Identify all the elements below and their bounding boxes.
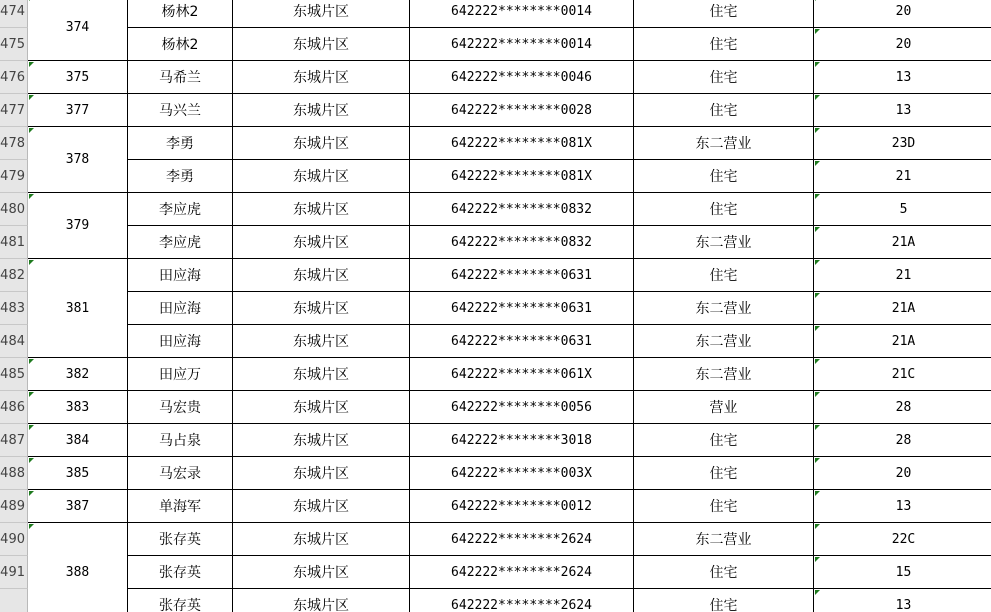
row-header[interactable]: 491 [0,556,28,589]
id-number-cell[interactable]: 642222********2624 [410,523,634,556]
number-as-text-indicator-icon [815,524,820,529]
number-as-text-indicator-icon [815,194,820,199]
row-header[interactable]: 489 [0,490,28,523]
name-cell[interactable]: 田应万 [128,358,233,391]
number-as-text-indicator-icon [29,95,34,100]
district-cell[interactable]: 东城片区 [233,160,410,193]
value-cell[interactable]: 21 [814,160,991,193]
row-header[interactable]: 486 [0,391,28,424]
id-number-cell[interactable]: 642222********003X [410,457,634,490]
id-number-cell[interactable]: 642222********0028 [410,94,634,127]
id-number-cell[interactable]: 642222********2624 [410,589,634,612]
number-as-text-indicator-icon [815,95,820,100]
name-cell[interactable]: 马宏录 [128,457,233,490]
number-as-text-indicator-icon [815,62,820,67]
number-as-text-indicator-icon [29,458,34,463]
usage-type-cell[interactable]: 住宅 [634,424,814,457]
number-as-text-indicator-icon [815,128,820,133]
district-cell[interactable]: 东城片区 [233,193,410,226]
id-number-cell[interactable]: 642222********0631 [410,325,634,358]
name-cell[interactable]: 田应海 [128,325,233,358]
number-as-text-indicator-icon [29,194,34,199]
value-cell[interactable]: 21 [814,259,991,292]
name-cell[interactable]: 田应海 [128,259,233,292]
district-cell[interactable]: 东城片区 [233,490,410,523]
row-header[interactable]: 487 [0,424,28,457]
number-as-text-indicator-icon [815,359,820,364]
row-header[interactable]: 474 [0,0,28,28]
district-cell[interactable]: 东城片区 [233,589,410,612]
usage-type-cell[interactable]: 东二营业 [634,292,814,325]
usage-type-cell[interactable]: 住宅 [634,589,814,612]
id-number-cell[interactable]: 642222********0631 [410,259,634,292]
number-as-text-indicator-icon [815,425,820,430]
number-as-text-indicator-icon [29,425,34,430]
district-cell[interactable]: 东城片区 [233,226,410,259]
name-cell[interactable]: 杨林2 [128,0,233,28]
value-cell[interactable]: 13 [814,490,991,523]
value-cell[interactable]: 21A [814,325,991,358]
row-header[interactable]: 490 [0,523,28,556]
id-number-cell[interactable]: 642222********081X [410,160,634,193]
id-number-cell[interactable]: 642222********0832 [410,193,634,226]
value-cell[interactable]: 23D [814,127,991,160]
district-cell[interactable]: 东城片区 [233,556,410,589]
usage-type-cell[interactable]: 东二营业 [634,226,814,259]
name-cell[interactable]: 李应虎 [128,226,233,259]
district-cell[interactable]: 东城片区 [233,0,410,28]
id-number-cell[interactable]: 642222********0046 [410,61,634,94]
number-as-text-indicator-icon [29,392,34,397]
district-cell[interactable]: 东城片区 [233,424,410,457]
value-cell[interactable]: 21A [814,226,991,259]
row-header[interactable]: 475 [0,28,28,61]
number-as-text-indicator-icon [29,524,34,529]
row-header[interactable]: 476 [0,61,28,94]
number-as-text-indicator-icon [815,227,820,232]
name-cell[interactable]: 张存英 [128,589,233,612]
usage-type-cell[interactable]: 住宅 [634,94,814,127]
row-header[interactable]: 488 [0,457,28,490]
district-cell[interactable]: 东城片区 [233,358,410,391]
name-cell[interactable]: 马兴兰 [128,94,233,127]
number-as-text-indicator-icon [815,458,820,463]
usage-type-cell[interactable]: 住宅 [634,457,814,490]
merged-group-cell[interactable]: 384 [28,424,128,457]
district-cell[interactable]: 东城片区 [233,127,410,160]
usage-type-cell[interactable]: 住宅 [634,259,814,292]
number-as-text-indicator-icon [29,359,34,364]
id-number-cell[interactable]: 642222********0832 [410,226,634,259]
merged-group-cell[interactable]: 387 [28,490,128,523]
number-as-text-indicator-icon [815,260,820,265]
value-cell[interactable]: 13 [814,589,991,612]
row-header[interactable]: 480 [0,193,28,226]
number-as-text-indicator-icon [815,491,820,496]
merged-group-cell[interactable]: 385 [28,457,128,490]
usage-type-cell[interactable]: 东二营业 [634,127,814,160]
usage-type-cell[interactable]: 住宅 [634,0,814,28]
usage-type-cell[interactable]: 东二营业 [634,325,814,358]
merged-group-cell[interactable]: 388 [28,523,128,612]
merged-group-cell[interactable]: 377 [28,94,128,127]
id-number-cell[interactable]: 642222********0014 [410,28,634,61]
name-cell[interactable]: 张存英 [128,523,233,556]
id-number-cell[interactable]: 642222********2624 [410,556,634,589]
value-cell[interactable]: 15 [814,556,991,589]
district-cell[interactable]: 东城片区 [233,28,410,61]
value-cell[interactable]: 22C [814,523,991,556]
merged-group-cell[interactable]: 379 [28,193,128,259]
district-cell[interactable]: 东城片区 [233,292,410,325]
row-header[interactable] [0,589,28,612]
row-header[interactable]: 478 [0,127,28,160]
name-cell[interactable]: 李勇 [128,127,233,160]
usage-type-cell[interactable]: 住宅 [634,28,814,61]
usage-type-cell[interactable]: 营业 [634,391,814,424]
district-cell[interactable]: 东城片区 [233,523,410,556]
name-cell[interactable]: 马宏贵 [128,391,233,424]
number-as-text-indicator-icon [815,392,820,397]
number-as-text-indicator-icon [815,161,820,166]
usage-type-cell[interactable]: 住宅 [634,556,814,589]
value-cell[interactable]: 13 [814,61,991,94]
id-number-cell[interactable]: 642222********081X [410,127,634,160]
row-header[interactable]: 484 [0,325,28,358]
district-cell[interactable]: 东城片区 [233,457,410,490]
id-number-cell[interactable]: 642222********0014 [410,0,634,28]
row-header[interactable]: 482 [0,259,28,292]
number-as-text-indicator-icon [29,260,34,265]
name-cell[interactable]: 田应海 [128,292,233,325]
usage-type-cell[interactable]: 东二营业 [634,523,814,556]
usage-type-cell[interactable]: 住宅 [634,160,814,193]
number-as-text-indicator-icon [815,590,820,595]
number-as-text-indicator-icon [29,128,34,133]
number-as-text-indicator-icon [815,0,820,1]
value-cell[interactable]: 28 [814,424,991,457]
value-cell[interactable]: 20 [814,28,991,61]
name-cell[interactable]: 李应虎 [128,193,233,226]
district-cell[interactable]: 东城片区 [233,259,410,292]
usage-type-cell[interactable]: 东二营业 [634,358,814,391]
row-header[interactable]: 477 [0,94,28,127]
number-as-text-indicator-icon [815,326,820,331]
value-cell[interactable]: 28 [814,391,991,424]
name-cell[interactable]: 马占泉 [128,424,233,457]
district-cell[interactable]: 东城片区 [233,325,410,358]
merged-group-cell[interactable]: 374 [28,0,128,61]
merged-group-cell[interactable]: 381 [28,259,128,358]
usage-type-cell[interactable]: 住宅 [634,490,814,523]
usage-type-cell[interactable]: 住宅 [634,61,814,94]
id-number-cell[interactable]: 642222********3018 [410,424,634,457]
value-cell[interactable]: 21C [814,358,991,391]
number-as-text-indicator-icon [815,293,820,298]
number-as-text-indicator-icon [29,491,34,496]
value-cell[interactable]: 21A [814,292,991,325]
name-cell[interactable]: 李勇 [128,160,233,193]
district-cell[interactable]: 东城片区 [233,391,410,424]
name-cell[interactable]: 马希兰 [128,61,233,94]
id-number-cell[interactable]: 642222********061X [410,358,634,391]
number-as-text-indicator-icon [29,62,34,67]
district-cell[interactable]: 东城片区 [233,61,410,94]
id-number-cell[interactable]: 642222********0012 [410,490,634,523]
merged-group-cell[interactable]: 378 [28,127,128,193]
value-cell[interactable]: 20 [814,457,991,490]
value-cell[interactable]: 13 [814,94,991,127]
id-number-cell[interactable]: 642222********0631 [410,292,634,325]
district-cell[interactable]: 东城片区 [233,94,410,127]
merged-group-cell[interactable]: 375 [28,61,128,94]
row-header[interactable]: 485 [0,358,28,391]
id-number-cell[interactable]: 642222********0056 [410,391,634,424]
value-cell[interactable]: 20 [814,0,991,28]
number-as-text-indicator-icon [815,557,820,562]
usage-type-cell[interactable]: 住宅 [634,193,814,226]
row-header[interactable]: 483 [0,292,28,325]
name-cell[interactable]: 单海军 [128,490,233,523]
number-as-text-indicator-icon [29,0,34,1]
merged-group-cell[interactable]: 383 [28,391,128,424]
name-cell[interactable]: 杨林2 [128,28,233,61]
row-header[interactable]: 479 [0,160,28,193]
value-cell[interactable]: 5 [814,193,991,226]
row-header[interactable]: 481 [0,226,28,259]
number-as-text-indicator-icon [815,29,820,34]
merged-group-cell[interactable]: 382 [28,358,128,391]
name-cell[interactable]: 张存英 [128,556,233,589]
